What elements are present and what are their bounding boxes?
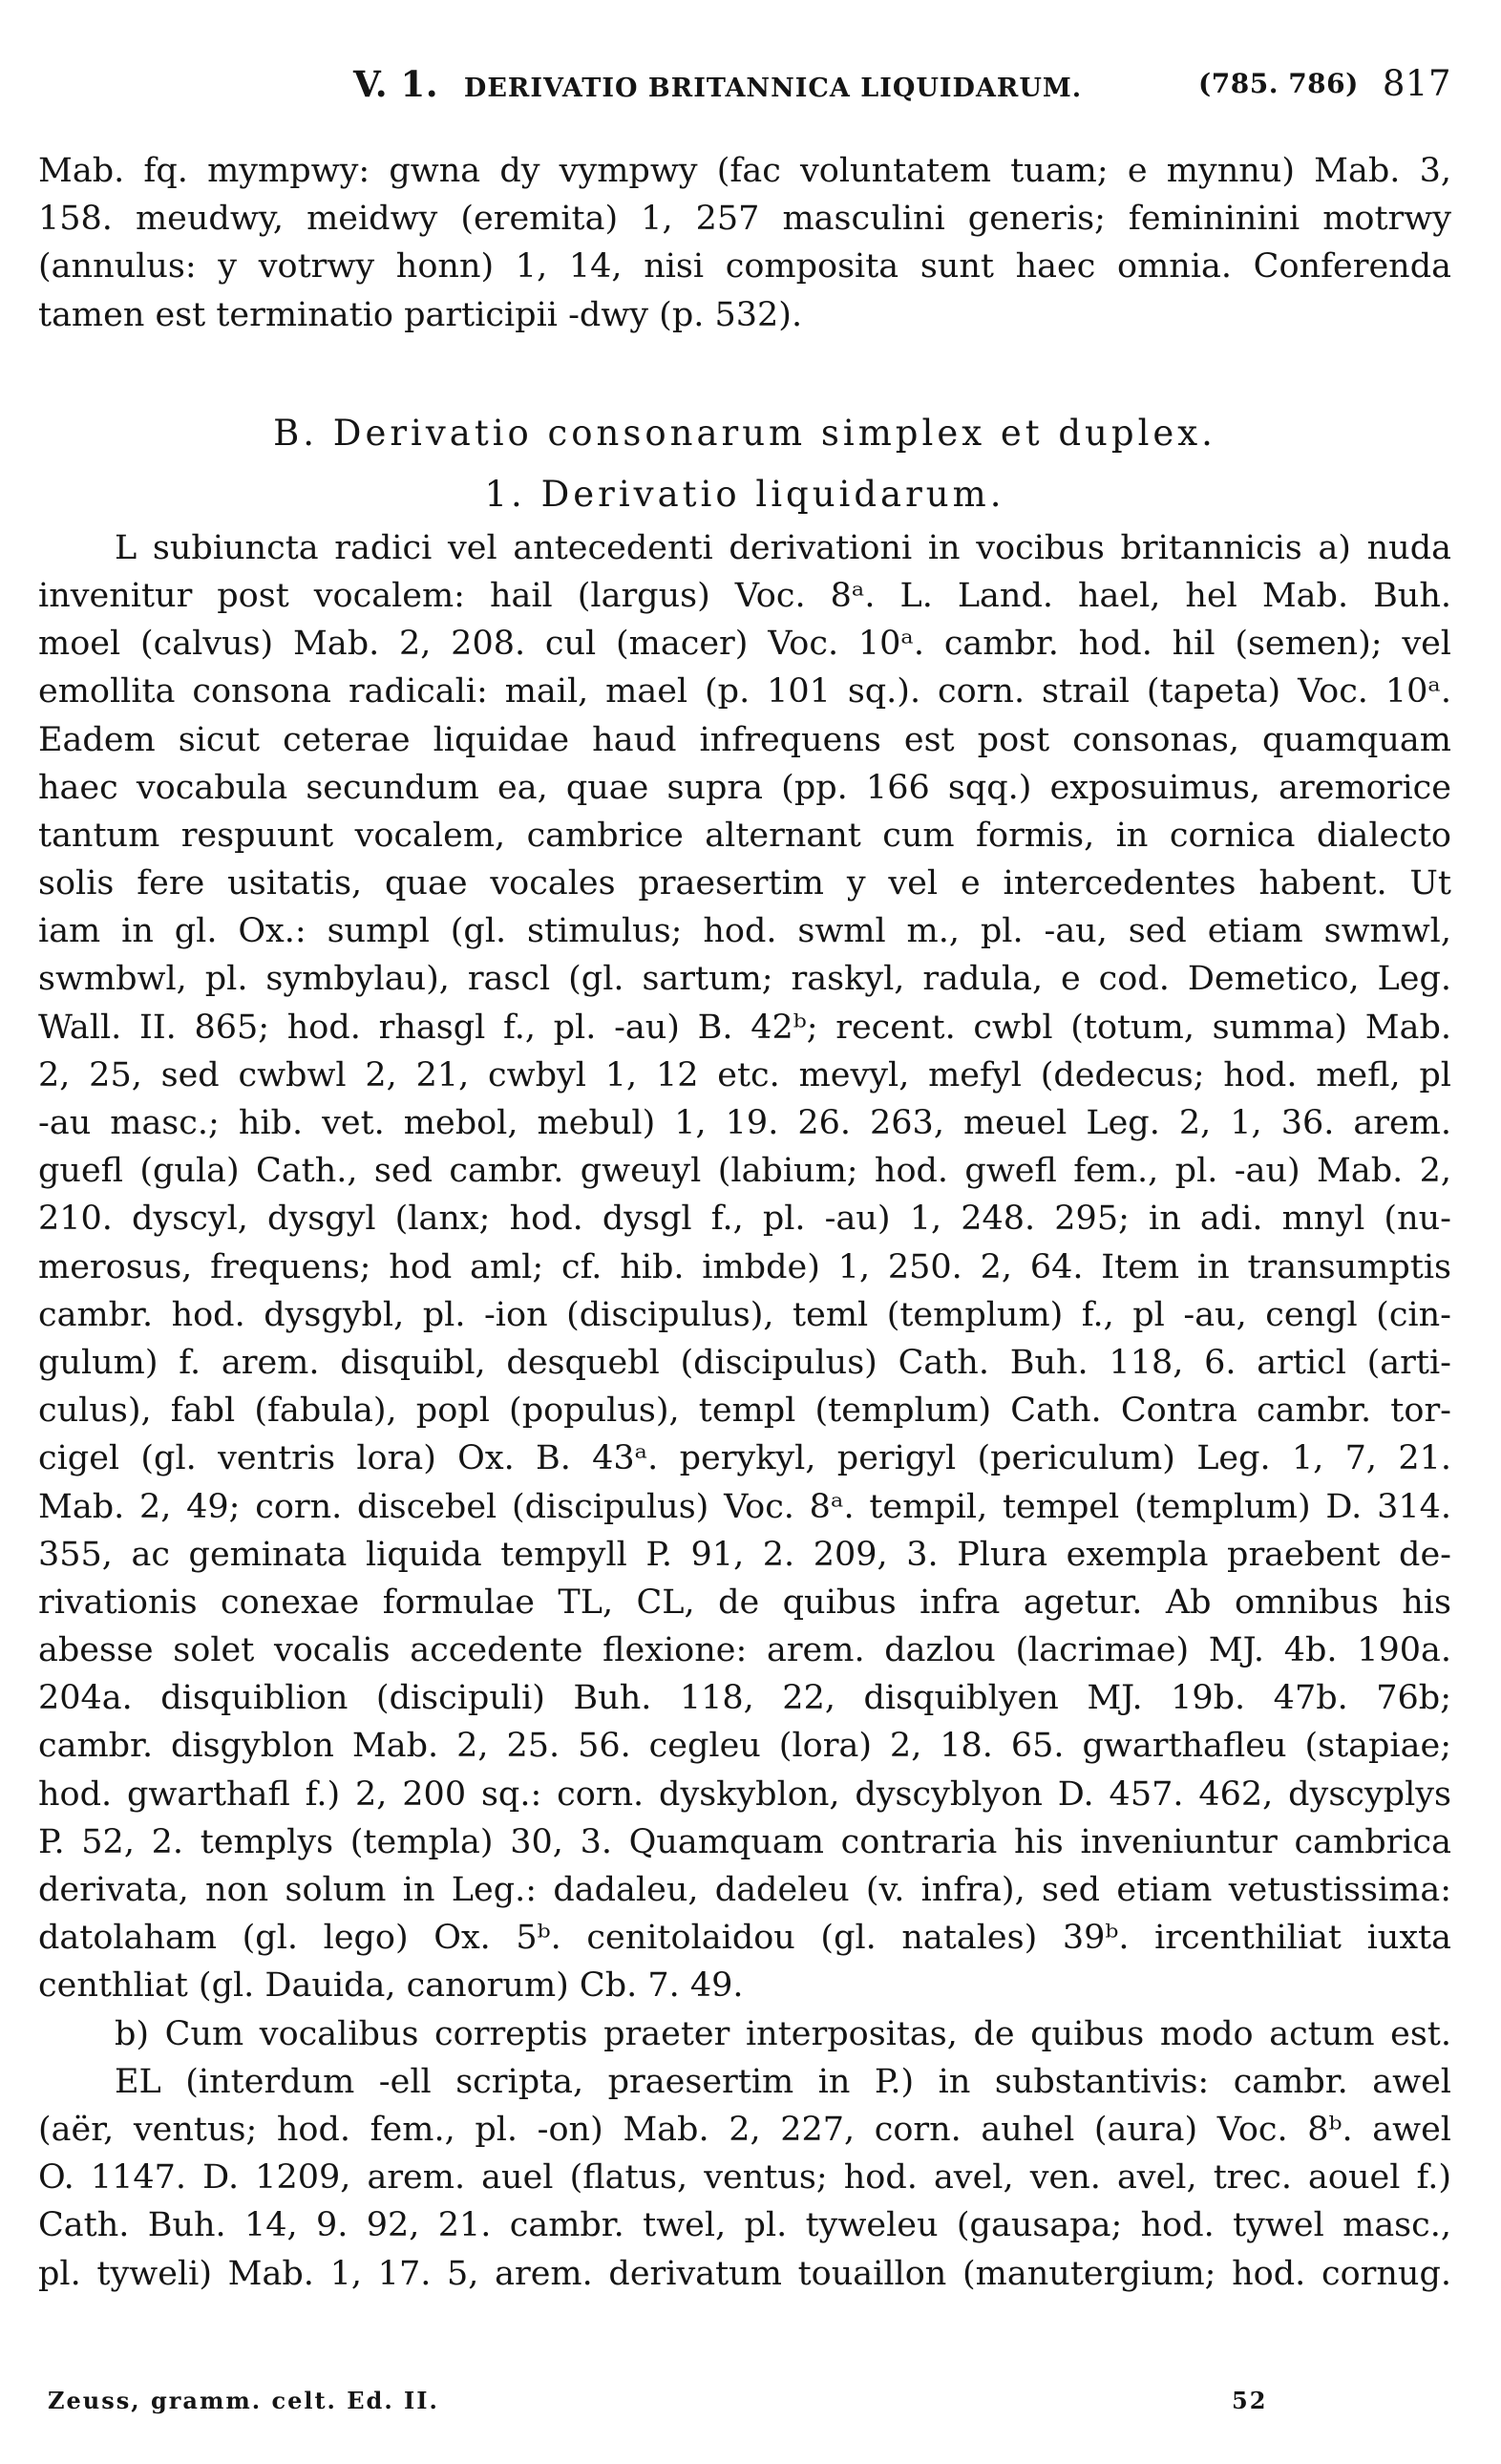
text-line: datolaham (gl. lego) Ox. 5ᵇ. cenitolaidou (gl. natales) 39ᵇ. ircenthiliat iuxta: [38, 1919, 1451, 1958]
page: [38, 59, 1451, 2418]
text-line: derivata, non solum in Leg.: dadaleu, dadeleu (v. infra), sed etiam vetustissima:: [38, 1871, 1451, 1909]
section-number: V. 1.: [353, 63, 439, 105]
signature-mark: Zeuss, gramm. celt. Ed. II.: [48, 2387, 439, 2414]
text-line: cambr. hod. dysgybl, pl. -ion (discipulus), teml (templum) f., pl -au, cengl (cin-: [38, 1295, 1451, 1334]
running-head: [38, 59, 1451, 109]
text-line: Eadem sicut ceterae liquidae haud infrequens est post consonas, quamquam: [38, 720, 1451, 759]
text-line: emollita consona radicali: mail, mael (p. 101 sq.). corn. strail (tapeta) Voc. 10ᵃ.: [38, 672, 1451, 712]
text-line: L subiuncta radici vel antecedenti derivationi in vocibus britannicis a) nuda: [115, 528, 1451, 567]
text-line: 210. dyscyl, dysgyl (lanx; hod. dysgl f., pl. -au) 1, 248. 295; in adi. mnyl (nu-: [38, 1200, 1451, 1239]
text-line: hod. gwarthafl f.) 2, 200 sq.: corn. dyskyblon, dyscyblyon D. 457. 462, dyscyplys: [38, 1774, 1451, 1814]
text-line: gulum) f. arem. disquibl, desquebl (discipulus) Cath. Buh. 118, 6. articl (arti-: [38, 1343, 1451, 1382]
page-number: 817: [1382, 63, 1451, 104]
text-line: Cath. Buh. 14, 9. 92, 21. cambr. twel, pl. tyweleu (gausapa; hod. tywel masc.,: [38, 2206, 1451, 2245]
page-body: [38, 147, 1451, 2298]
text-line: (aër, ventus; hod. fem., pl. -on) Mab. 2, 227, corn. auhel (aura) Voc. 8ᵇ. awel: [38, 2110, 1451, 2149]
text-line: haec vocabula secundum ea, quae supra (pp. 166 sqq.) exposuimus, aremorice: [38, 768, 1451, 807]
sheet-number: 52: [1232, 2387, 1268, 2414]
paragraph-b: [38, 2010, 1451, 2298]
paragraph-l: [38, 524, 1451, 2010]
text-line: 204a. disquiblion (discipuli) Buh. 118, 22, disquiblyen MJ. 19b. 47b. 76b;: [38, 1679, 1451, 1718]
paragraph-intro: [38, 147, 1451, 339]
text-line: rivationis conexae formulae TL, CL, de quibus infra agetur. Ab omnibus his: [38, 1582, 1451, 1622]
text-line: pl. tyweli) Mab. 1, 17. 5, arem. derivatum touaillon (manutergium; hod. cornug.: [38, 2254, 1451, 2293]
text-line: swmbwl, pl. symbylau), rascl (gl. sartum; raskyl, radula, e cod. Demetico, Leg.: [38, 960, 1451, 999]
text-line: 355, ac geminata liquida tempyll P. 91, 2. 209, 3. Plura exempla praebent de-: [38, 1535, 1451, 1574]
text-line: P. 52, 2. templys (templa) 30, 3. Quamquam contraria his inveniuntur cambrica: [38, 1822, 1451, 1861]
text-line: O. 1147. D. 1209, arem. auel (flatus, ventus; hod. avel, ven. avel, trec. aouel f.): [38, 2158, 1451, 2198]
text-line: moel (calvus) Mab. 2, 208. cul (macer) Voc. 10ᵃ. cambr. hod. hil (semen); vel: [38, 625, 1451, 664]
text-line: Mab. fq. mympwy: gwna dy vympwy (fac voluntatem tuam; e mynnu) Mab. 3,: [38, 152, 1451, 190]
section-title: DERIVATIO BRITANNICA LIQUIDARUM.: [463, 74, 1083, 103]
text-line: guefl (gula) Cath., sed cambr. gweuyl (labium; hod. gwefl fem., pl. -au) Mab. 2,: [38, 1152, 1451, 1191]
heading-1: 1. Derivatio liquidarum.: [484, 473, 1005, 515]
text-line: iam in gl. Ox.: sumpl (gl. stimulus; hod. swml m., pl. -au, sed etiam swmwl,: [38, 912, 1451, 951]
text-line: EL (interdum -ell scripta, praesertim in P.) in substantivis: cambr. awel: [115, 2062, 1451, 2101]
text-line: invenitur post vocalem: hail (largus) Voc. 8ᵃ. L. Land. hael, hel Mab. Buh.: [38, 576, 1451, 615]
text-line: Mab. 2, 49; corn. discebel (discipulus) Voc. 8ᵃ. tempil, tempel (templum) D. 314.: [38, 1487, 1451, 1526]
text-line: b) Cum vocalibus correptis praeter interpositas, de quibus modo actum est.: [115, 2014, 1451, 2053]
text-line: (annulus: y votrwy honn) 1, 14, nisi composita sunt haec omnia. Conferenda: [38, 247, 1451, 287]
text-line: abesse solet vocalis accedente flexione: arem. dazlou (lacrimae) MJ. 4b. 190a.: [38, 1631, 1451, 1670]
column-numbers: (785. 786): [1198, 68, 1359, 99]
text-line: centhliat (gl. Dauida, canorum) Cb. 7. 49.: [38, 1966, 744, 2006]
text-line: Wall. II. 865; hod. rhasgl f., pl. -au) B. 42ᵇ; recent. cwbl (totum, summa) Mab.: [38, 1008, 1451, 1047]
text-line: -au masc.; hib. vet. mebol, mebul) 1, 19. 26. 263, meuel Leg. 2, 1, 36. arem.: [38, 1104, 1451, 1142]
text-line: merosus, frequens; hod aml; cf. hib. imbde) 1, 250. 2, 64. Item in transumptis: [38, 1247, 1451, 1286]
text-line: tamen est terminatio participii -dwy (p. 532).: [38, 295, 803, 334]
running-head-title: [353, 59, 1082, 114]
text-line: culus), fabl (fabula), popl (populus), templ (templum) Cath. Contra cambr. tor-: [38, 1391, 1451, 1431]
text-line: cigel (gl. ventris lora) Ox. B. 43ᵃ. perykyl, perigyl (periculum) Leg. 1, 7, 21.: [38, 1439, 1451, 1478]
text-line: solis fere usitatis, quae vocales praesertim y vel e intercedentes habent. Ut: [38, 864, 1451, 903]
spacer: [38, 339, 1451, 402]
text-line: 158. meudwy, meidwy (eremita) 1, 257 masculini generis; femininini motrwy: [38, 200, 1451, 239]
heading-b: B. Derivatio consonarum simplex et duplex.: [273, 412, 1216, 454]
page-footer: [48, 2382, 1451, 2420]
text-line: tantum respuunt vocalem, cambrice alternant cum formis, in cornica dialecto: [38, 816, 1451, 855]
text-line: cambr. disgyblon Mab. 2, 25. 56. cegleu (lora) 2, 18. 65. gwarthafleu (stapiae;: [38, 1727, 1451, 1766]
text-line: 2, 25, sed cwbwl 2, 21, cwbyl 1, 12 etc. mevyl, mefyl (dedecus; hod. mefl, pl: [38, 1055, 1451, 1094]
